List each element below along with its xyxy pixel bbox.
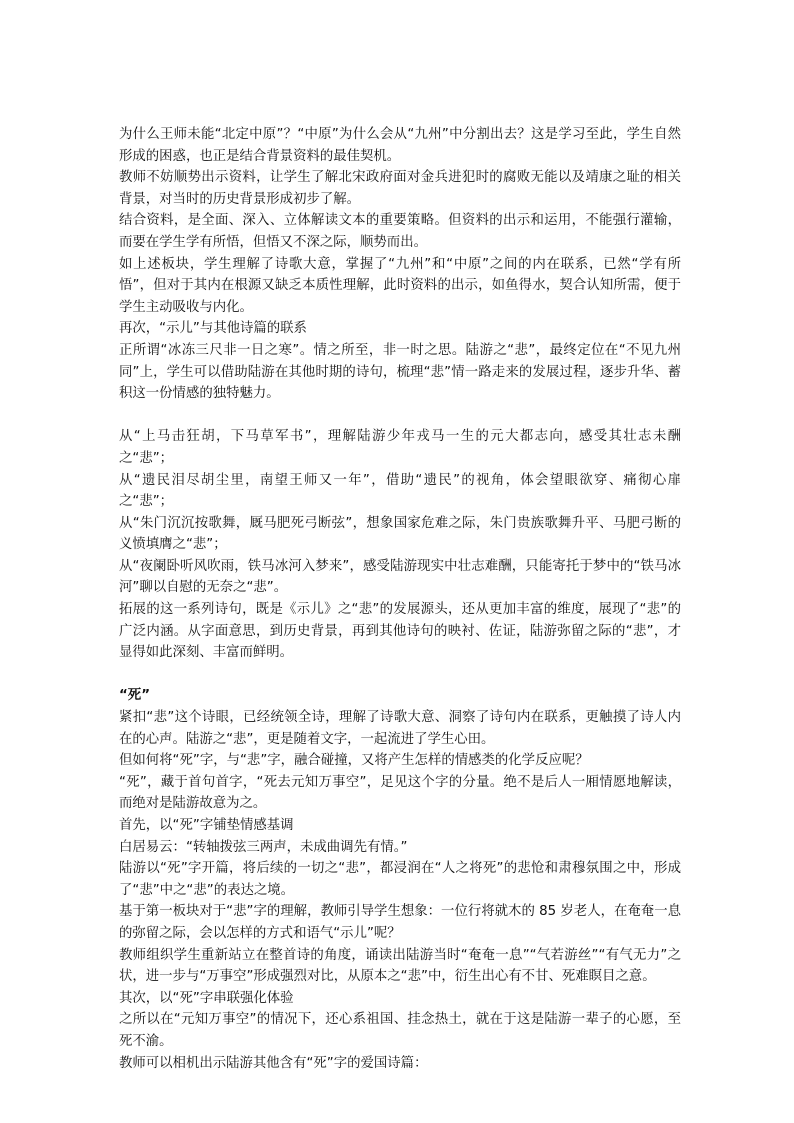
paragraph: 从“上马击狂胡，下马草军书”，理解陆游少年戎马一生的元大都志向，感受其壮志未酬之“悲”； (119, 429, 681, 466)
paragraph: 教师不妨顺势出示资料，让学生了解北宋政府面对金兵进犯时的腐败无能以及靖康之耻的相关背景，对当时的历史背景形成初步了解。 (119, 170, 681, 207)
paragraph: 基于第一板块对于“悲”字的理解，教师引导学生想象：一位行将就木的 85 岁老人，在奄奄一息的弥留之际，会以怎样的方式和语气“示儿”呢？ (119, 904, 681, 941)
paragraph: 白居易云：“转轴拨弦三两声，未成曲调先有情。” (119, 839, 408, 855)
paragraph: 从“遗民泪尽胡尘里，南望王师又一年”，借助“遗民”的视角，体会望眼欲穿、痛彻心扉之“悲”； (119, 472, 681, 510)
blank-line (119, 405, 681, 427)
paragraph: 如上述板块，学生理解了诗歌大意，掌握了“九州”和“中原”之间的内在联系，已然“学有所悟”，但对于其内在根源又缺乏本质性理解，此时资料的出示，如鱼得水，契合认知所需，便于学生主动吸收与内化。 (119, 256, 681, 315)
paragraph: 教师组织学生重新站立在整首诗的角度，诵读出陆游当时“奄奄一息”“气若游丝”“有气无力”之状，进一步与“万事空”形成强烈对比，从原本之“悲”中，衍生出心有不甘、死难瞑目之意。 (119, 947, 681, 985)
paragraph: 从“朱门沉沉按歌舞，厩马肥死弓断弦”，想象国家危难之际，朱门贵族歌舞升平、马肥弓断的义愤填膺之“悲”； (119, 515, 681, 553)
paragraph: 从“夜阑卧听风吹雨，铁马冰河入梦来”，感受陆游现实中壮志难酬，只能寄托于梦中的“铁马冰河”聊以自慰的无奈之“悲”。 (119, 558, 681, 596)
paragraph: 但如何将“死”字，与“悲”字，融合碰撞，又将产生怎样的情感类的化学反应呢？ (119, 753, 589, 769)
blank-line (119, 664, 681, 686)
section-subheading: 再次，“示儿”与其他诗篇的联系 (119, 321, 307, 337)
paragraph: 陆游以“死”字开篇，将后续的一切之“悲”，都浸润在“人之将死”的悲怆和肃穆氛围之中，形成了“悲”中之“悲”的表达之境。 (119, 861, 681, 898)
section-heading: “死” (119, 688, 150, 704)
paragraph: 紧扣“悲”这个诗眼，已经统领全诗，理解了诗歌大意、洞察了诗句内在联系，更触摸了诗人内在的心声。陆游之“悲”，更是随着文字，一起流进了学生心田。 (119, 710, 681, 747)
section-subheading: 其次，以“死”字串联强化体验 (119, 990, 294, 1006)
paragraph: 之所以在“元知万事空”的情况下，还心系祖国、挂念热土，就在于这是陆游一辈子的心愿，至死不渝。 (119, 1012, 681, 1049)
paragraph: 教师可以相机出示陆游其他含有“死”字的爱国诗篇： (119, 1055, 428, 1071)
document-page (119, 124, 681, 1074)
paragraph: “死”，藏于首句首字，“死去元知万事空”，足见这个字的分量。绝不是后人一厢情愿地解读，而绝对是陆游故意为之。 (119, 774, 681, 812)
paragraph: 为什么王师未能“北定中原”？“中原”为什么会从“九州”中分割出去？这是学习至此，学生自然形成的困惑，也正是结合背景资料的最佳契机。 (119, 127, 681, 164)
section-subheading: 首先，以“死”字铺垫情感基调 (119, 818, 294, 833)
paragraph: 正所谓“冰冻三尺非一日之寒”。情之所至，非一时之思。陆游之“悲”，最终定位在“不见九州同”上，学生可以借助陆游在其他时期的诗句，梳理“悲”情一路走来的发展过程，逐步升华、蓄积这一份情感的独特魅力。 (119, 342, 681, 402)
paragraph: 结合资料，是全面、深入、立体解读文本的重要策略。但资料的出示和运用，不能强行灌输，而要在学生学有所悟，但悟又不深之际，顺势而出。 (119, 213, 681, 250)
paragraph: 拓展的这一系列诗句，既是《示儿》之“悲”的发展源头，还从更加丰富的维度，展现了“悲”的广泛内涵。从字面意思，到历史背景，再到其他诗句的映衬、佐证，陆游弥留之际的“悲”，才显得如此深刻、丰富而鲜明。 (119, 602, 681, 661)
